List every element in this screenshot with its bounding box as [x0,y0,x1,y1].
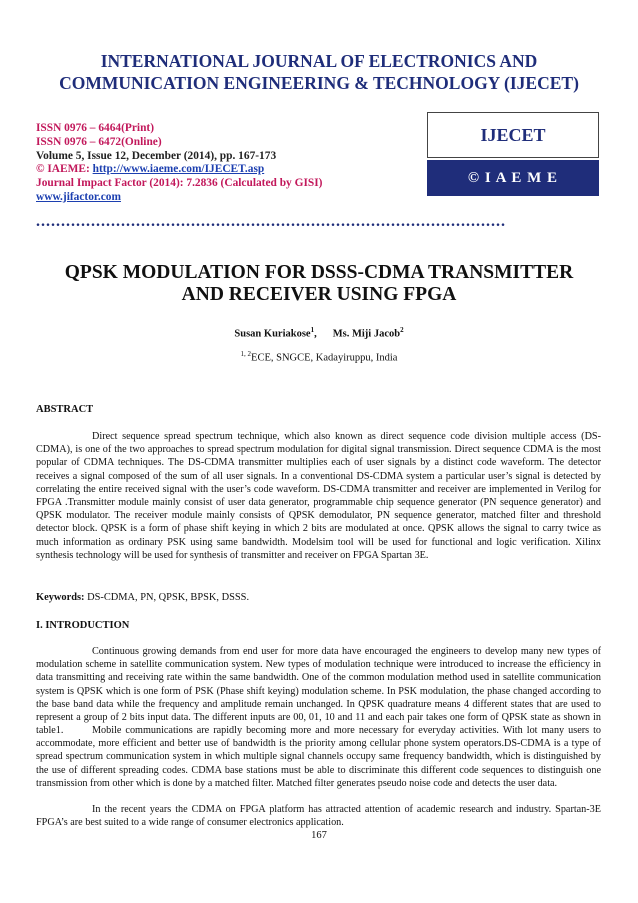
author-separator: , [314,328,317,340]
impact-factor: Journal Impact Factor (2014): 7.2836 (Calculated by GISI) [36,177,323,190]
intro-text-2: Mobile communications are rapidly becoming more and more necessary for everyday activities. With lot many users to accommodate, more efficient and better use of bandwidth is the priority among cellular phone system operators.DS-CDMA is a type of spread spectrum communication system in which multiple signal channels occupy same frequency bandwidth, which is distinguished by the use of different spreading codes. CDMA base stations must be able to discriminate this different code sequences to distinguish one transmission from other which is done by a matched filter. Matched filter generates pseudo noise code and detects the user data. [36,725,601,789]
affiliation [36,350,602,364]
intro-text-3: In the recent years the CDMA on FPGA platform has attracted attention of academic research and industry. Spartan-3E FPGA’s are best suited to a wide range of consumer electronics application. [36,804,601,829]
journal-title [20,50,618,94]
abstract-text: Direct sequence spread spectrum technique, which also known as direct sequence code division multiple access (DS-CDMA), is one of the two approaches to spread spectrum modulation for digital signal transmission. Direct sequence CDMA is the most popular of CDMA techniques. The DS-CDMA transmitter multiplies each of user signals by a distinct code waveform. The detector receives a signal composed of the sum of all user signals. In a conventional DS-CDMA system a particular user’s signal is detected by correlating the entire received signal with the user’s code waveform. DS-CDMA transmitter and receiver are implemented in Verilog for FPGA .Transmitter module mainly consist of user data generator, programmable chip sequence generator (PN sequence generator) and QPSK modulator. The receiver module mainly consists of QPSK demodulator, PN sequence generator, matched filter and threshold detector block. QPSK is a form of phase shift keying in which 2 bits are modulated at once. QPSK allows the signal to carry twice as much information as ordinary PSK using same bandwidth. Modelsim tool will be used for functional and logic verification. Xilinx synthesis technology will be used for synthesis of transmitter and receiver on FPGA Spartan 3E. [36,431,601,561]
journal-title-line2: COMMUNICATION ENGINEERING & TECHNOLOGY (IJECET) [59,73,579,93]
iaeme-link[interactable]: http://www.iaeme.com/IJECET.asp [92,163,265,176]
ijecet-logo-box: IJECET [427,112,599,158]
journal-title-line1: INTERNATIONAL JOURNAL OF ELECTRONICS AND [100,51,538,71]
iaeme-prefix: © IAEME: [36,163,93,176]
paper-title-line2: AND RECEIVER USING FPGA [181,284,457,305]
keywords [36,592,601,603]
author-2-sup: 2 [400,326,404,334]
affiliation-sup: 1, 2 [240,350,252,358]
abstract-heading: ABSTRACT [36,404,94,415]
authors [36,326,602,340]
paper-title [36,262,602,306]
page-number: 167 [311,830,327,841]
iaeme-logo-box: © I A E M E [427,160,599,196]
abstract-body [36,430,601,562]
dotted-separator: .............................................................................................. [36,216,506,228]
author-2: Ms. Miji Jacob [332,328,401,340]
keywords-label: Keywords: [36,592,85,603]
paper-title-line1: QPSK MODULATION FOR DSSS-CDMA TRANSMITTER [64,262,574,283]
intro-paragraph-3 [36,803,601,829]
issn-print: ISSN 0976 – 6464(Print) [36,122,155,134]
journal-meta [36,122,436,205]
author-1-sup: 1 [310,326,315,334]
jifactor-link[interactable]: www.jifactor.com [36,190,121,203]
intro-text-1: Continuous growing demands from end user for more data have encouraged the engineers to develop many new types of modulation scheme in satellite communication system. New types of modulation technique were introduced to increase the efficiency in data transmitting and receiving rate within the same bandwidth. One of the common modulation method used in satellite communication system is QPSK which is one form of PSK (Phase shift keying) modulation scheme. In PSK modulation, the phase changed according to the base band data while the frequency and amplitude remain unchanged. In QPSK quadrature means 4 different states that are used to represent a group of 2 bits input data. The different inputs are 00, 01, 10 and 11 and each pair takes one form of QPSK state as shown in table1. [36,646,601,737]
affiliation-text: ECE, SNGCE, Kadayiruppu, India [251,352,398,364]
volume-info: Volume 5, Issue 12, December (2014), pp. 167-173 [36,149,277,162]
keywords-text: DS-CDMA, PN, QPSK, BPSK, DSSS. [84,592,250,603]
author-1: Susan Kuriakose [234,328,311,340]
introduction-heading: I. INTRODUCTION [36,620,130,631]
intro-paragraph-2 [36,724,601,790]
iaeme-line [36,163,436,177]
issn-online: ISSN 0976 – 6472(Online) [36,135,162,148]
